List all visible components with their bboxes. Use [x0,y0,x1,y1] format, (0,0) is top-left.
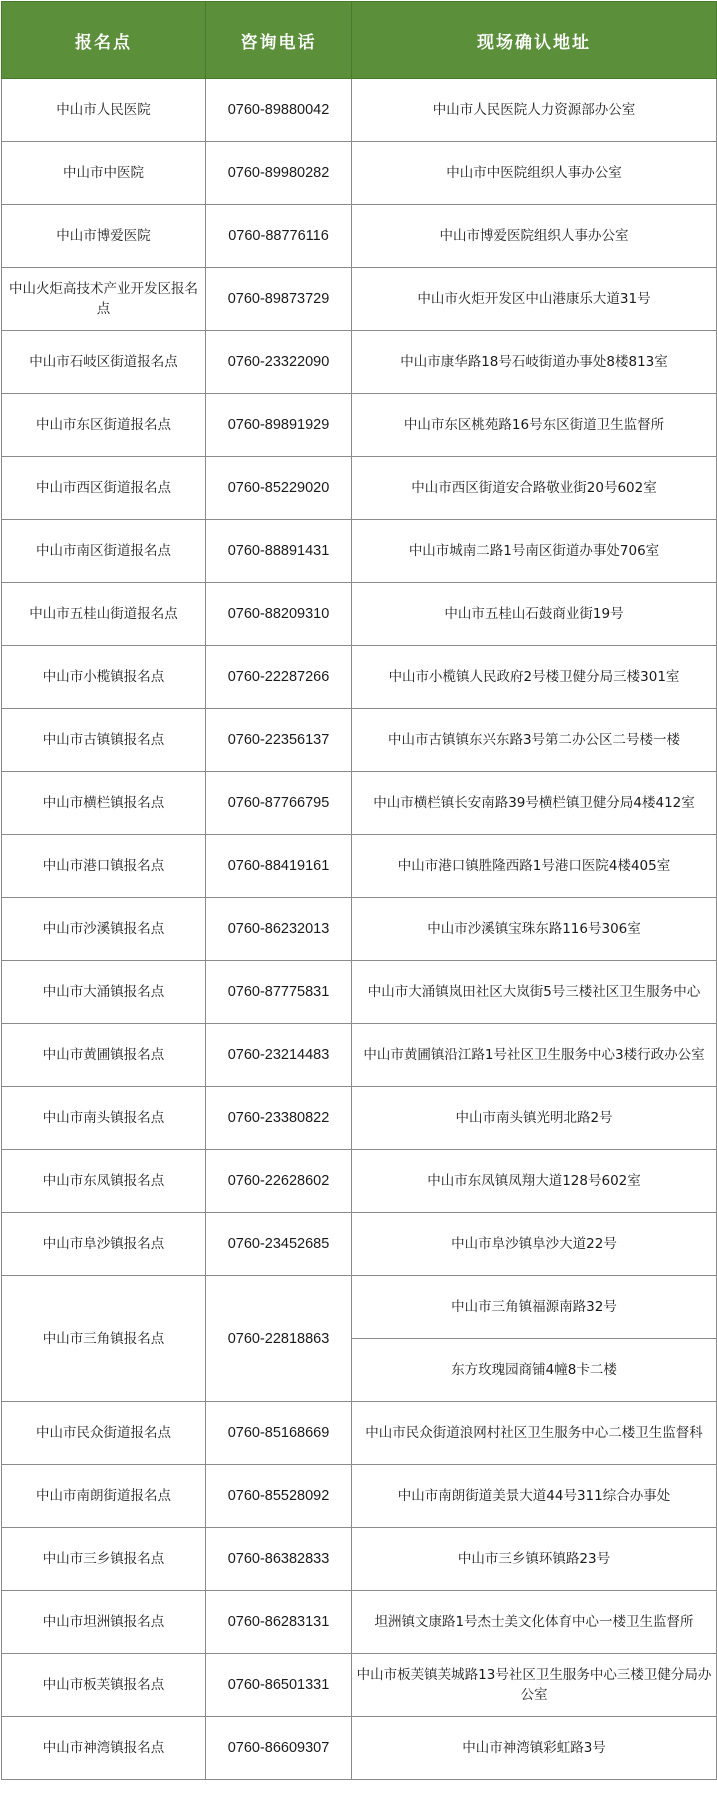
header-phone: 咨询电话 [206,2,352,79]
registration-point-cell: 中山市大涌镇报名点 [2,961,206,1024]
address-cell: 中山市南朗街道美景大道44号311综合办事处 [352,1465,717,1528]
registration-point-cell: 中山市黄圃镇报名点 [2,1024,206,1087]
registration-point-cell: 中山市博爱医院 [2,205,206,268]
address-cell: 中山市康华路18号石岐街道办事处8楼813室 [352,331,717,394]
registration-point-cell: 中山市东区街道报名点 [2,394,206,457]
table-row [2,961,717,1024]
table-row [2,583,717,646]
address-cell: 中山市黄圃镇沿江路1号社区卫生服务中心3楼行政办公室 [352,1024,717,1087]
address-cell: 坦洲镇文康路1号杰士美文化体育中心一楼卫生监督所 [352,1591,717,1654]
table-row [2,1150,717,1213]
table-body [2,79,717,1276]
phone-cell: 0760-87775831 [206,961,352,1024]
registration-point-cell: 中山市中医院 [2,142,206,205]
phone-cell: 0760-22356137 [206,709,352,772]
address-cell: 中山市人民医院人力资源部办公室 [352,79,717,142]
table-row [2,142,717,205]
table-row [2,1591,717,1654]
address-cell: 中山市三乡镇环镇路23号 [352,1528,717,1591]
address-cell: 中山市中医院组织人事办公室 [352,142,717,205]
address-cell: 中山市西区街道安合路敬业街20号602室 [352,457,717,520]
address-cell: 中山市博爱医院组织人事办公室 [352,205,717,268]
table-row [2,898,717,961]
address-cell: 东方玫瑰园商铺4幢8卡二楼 [352,1339,717,1402]
table-row [2,394,717,457]
registration-point-cell: 中山市人民医院 [2,79,206,142]
address-cell: 中山市三角镇福源南路32号 [352,1276,717,1339]
registration-point-cell: 中山市西区街道报名点 [2,457,206,520]
registration-point-cell: 中山市东凤镇报名点 [2,1150,206,1213]
address-cell: 中山市沙溪镇宝珠东路116号306室 [352,898,717,961]
phone-cell: 0760-86382833 [206,1528,352,1591]
registration-point-cell: 中山市神湾镇报名点 [2,1717,206,1780]
table-row [2,1087,717,1150]
phone-cell: 0760-22287266 [206,646,352,709]
address-cell: 中山市五桂山石鼓商业街19号 [352,583,717,646]
phone-cell: 0760-89980282 [206,142,352,205]
registration-point-cell: 中山市板芙镇报名点 [2,1654,206,1717]
phone-cell: 0760-89891929 [206,394,352,457]
phone-cell: 0760-22628602 [206,1150,352,1213]
phone-cell: 0760-88209310 [206,583,352,646]
registration-point-cell: 中山市港口镇报名点 [2,835,206,898]
registration-point-cell: 中山市沙溪镇报名点 [2,898,206,961]
table-row [2,1402,717,1465]
phone-cell: 0760-86283131 [206,1591,352,1654]
phone-cell: 0760-85168669 [206,1402,352,1465]
registration-point-cell: 中山市阜沙镇报名点 [2,1213,206,1276]
phone-cell: 0760-85528092 [206,1465,352,1528]
header-registration-point: 报名点 [2,2,206,79]
table-row [2,520,717,583]
phone-cell: 0760-23214483 [206,1024,352,1087]
address-cell: 中山市火炬开发区中山港康乐大道31号 [352,268,717,331]
table-row [2,268,717,331]
registration-point-cell: 中山市古镇镇报名点 [2,709,206,772]
table-header-row [2,2,717,79]
registration-point-cell: 中山市南头镇报名点 [2,1087,206,1150]
phone-cell: 0760-88776116 [206,205,352,268]
address-cell: 中山市小榄镇人民政府2号楼卫健分局三楼301室 [352,646,717,709]
registration-point-cell: 中山市三角镇报名点 [2,1276,206,1402]
registration-point-cell: 中山市横栏镇报名点 [2,772,206,835]
phone-cell: 0760-23380822 [206,1087,352,1150]
table-row [2,1654,717,1717]
address-cell: 中山市古镇镇东兴东路3号第二办公区二号楼一楼 [352,709,717,772]
table-row [2,835,717,898]
sanjiao-block [2,1276,717,1402]
phone-cell: 0760-88419161 [206,835,352,898]
phone-cell: 0760-86501331 [206,1654,352,1717]
phone-cell: 0760-86232013 [206,898,352,961]
address-cell: 中山市大涌镇岚田社区大岚街5号三楼社区卫生服务中心 [352,961,717,1024]
table-row [2,1276,717,1339]
registration-point-cell: 中山市五桂山街道报名点 [2,583,206,646]
table-row [2,709,717,772]
registration-table [1,1,717,1780]
table-row [2,646,717,709]
table-row [2,1024,717,1087]
table-row [2,1465,717,1528]
address-cell: 中山市板芙镇芙城路13号社区卫生服务中心三楼卫健分局办公室 [352,1654,717,1717]
registration-point-cell: 中山市小榄镇报名点 [2,646,206,709]
table-row [2,1528,717,1591]
address-cell: 中山市阜沙镇阜沙大道22号 [352,1213,717,1276]
phone-cell: 0760-23322090 [206,331,352,394]
table-row [2,772,717,835]
address-cell: 中山市南头镇光明北路2号 [352,1087,717,1150]
phone-cell: 0760-87766795 [206,772,352,835]
table-row [2,1717,717,1780]
table-row [2,205,717,268]
table-body-continued [2,1402,717,1780]
phone-cell: 0760-89880042 [206,79,352,142]
phone-cell: 0760-23452685 [206,1213,352,1276]
header-address: 现场确认地址 [352,2,717,79]
table-row [2,457,717,520]
address-cell: 中山市东区桃苑路16号东区街道卫生监督所 [352,394,717,457]
registration-point-cell: 中山市民众街道报名点 [2,1402,206,1465]
phone-cell: 0760-22818863 [206,1276,352,1402]
registration-point-cell: 中山市石岐区街道报名点 [2,331,206,394]
table-row [2,79,717,142]
address-cell: 中山市城南二路1号南区街道办事处706室 [352,520,717,583]
registration-point-cell: 中山市坦洲镇报名点 [2,1591,206,1654]
phone-cell: 0760-85229020 [206,457,352,520]
address-cell: 中山市神湾镇彩虹路3号 [352,1717,717,1780]
registration-point-cell: 中山火炬高技术产业开发区报名点 [2,268,206,331]
phone-cell: 0760-88891431 [206,520,352,583]
address-cell: 中山市东凤镇凤翔大道128号602室 [352,1150,717,1213]
registration-point-cell: 中山市南朗街道报名点 [2,1465,206,1528]
table-row [2,331,717,394]
registration-point-cell: 中山市三乡镇报名点 [2,1528,206,1591]
phone-cell: 0760-89873729 [206,268,352,331]
registration-point-cell: 中山市南区街道报名点 [2,520,206,583]
phone-cell: 0760-86609307 [206,1717,352,1780]
address-cell: 中山市港口镇胜隆西路1号港口医院4楼405室 [352,835,717,898]
address-cell: 中山市横栏镇长安南路39号横栏镇卫健分局4楼412室 [352,772,717,835]
address-cell: 中山市民众街道浪网村社区卫生服务中心二楼卫生监督科 [352,1402,717,1465]
table-row [2,1213,717,1276]
